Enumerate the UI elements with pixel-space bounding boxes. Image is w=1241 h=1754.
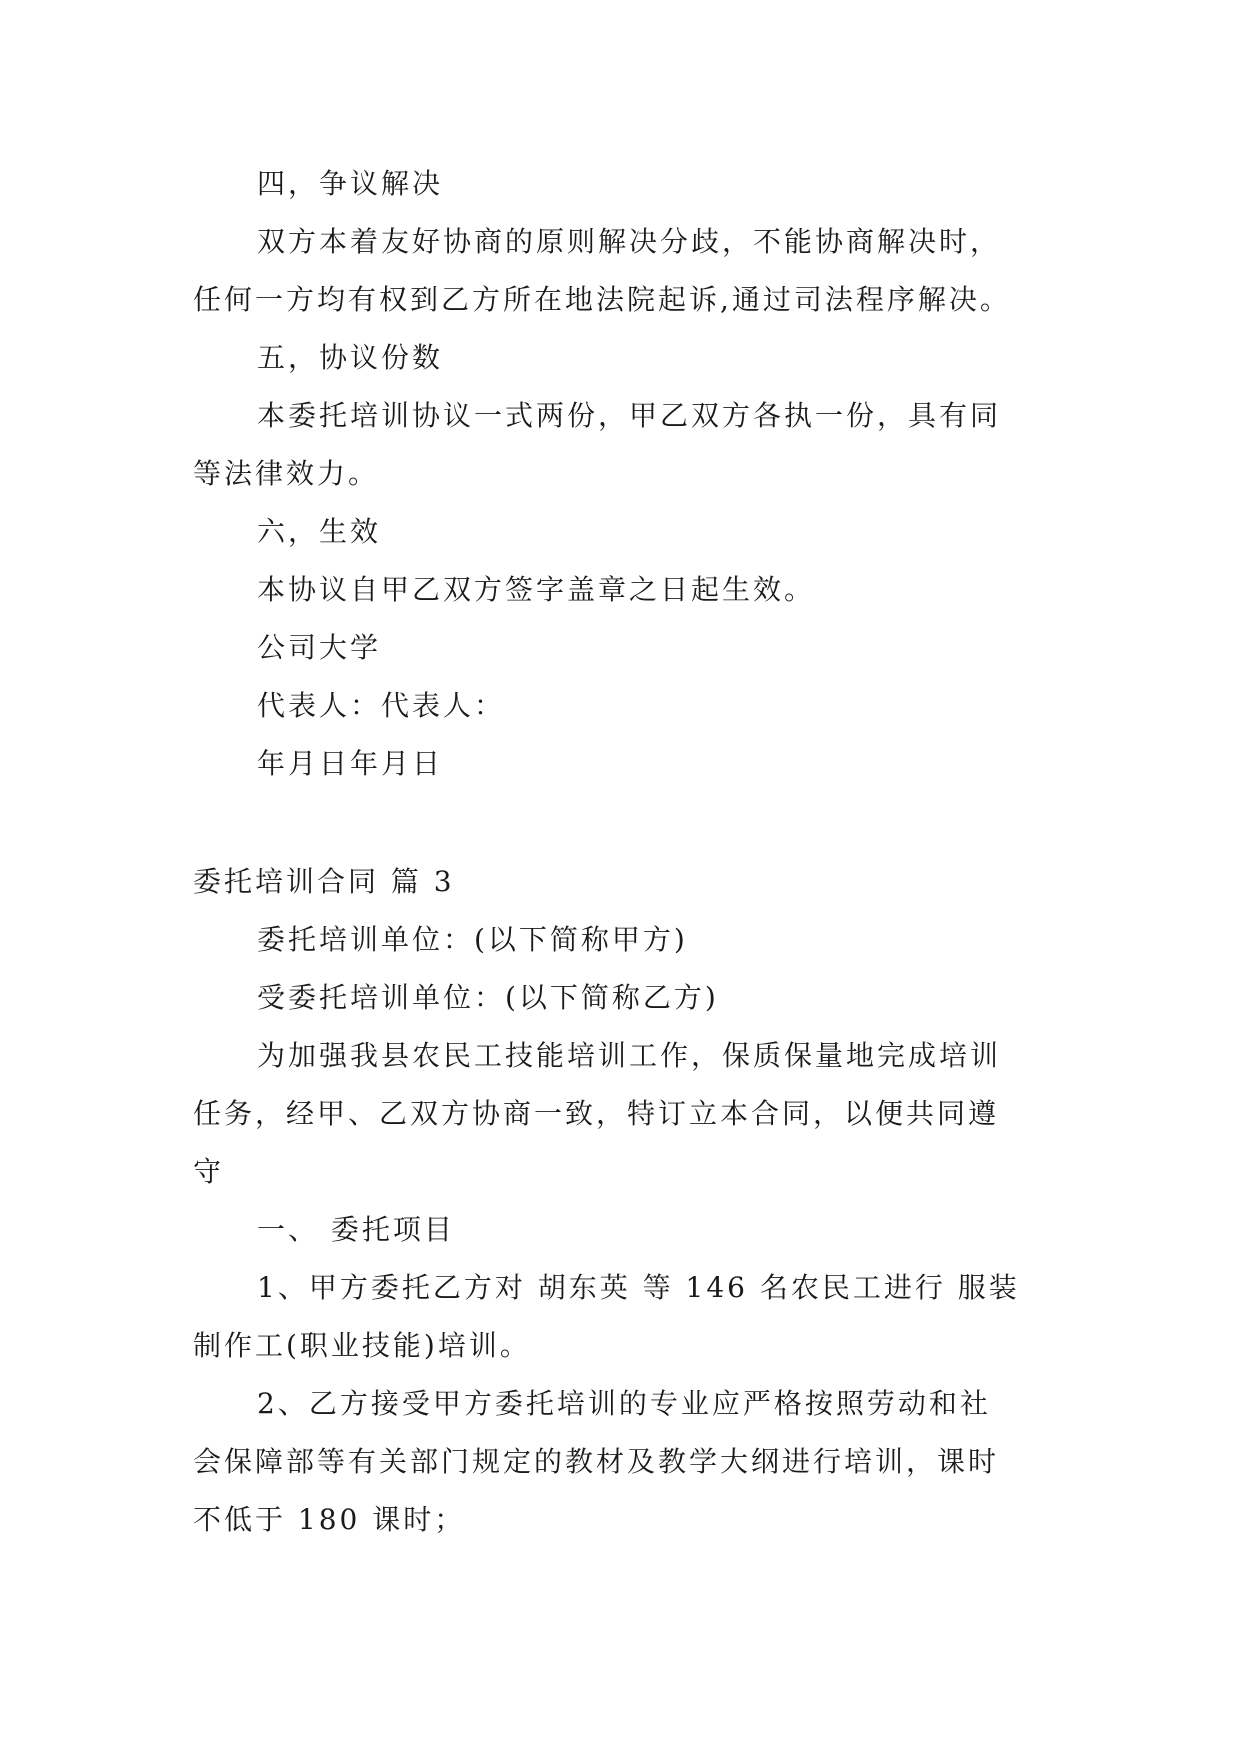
section-heading-copies: 五，协议份数 [257,341,444,374]
paragraph-line: 本协议自甲乙双方签字盖章之日起生效。 [257,573,816,606]
signature-parties: 公司大学 [257,631,382,664]
paragraph-line: 制作工(职业技能)培训。 [193,1329,531,1362]
client-unit-line: 委托培训单位：(以下简称甲方) [257,923,688,956]
paragraph-line: 任何一方均有权到乙方所在地法院起诉,通过司法程序解决。 [193,283,1011,316]
section-heading-effect: 六，生效 [257,515,382,548]
paragraph-line: 不低于 180 课时； [193,1503,466,1536]
trainer-unit-line: 受委托培训单位：(以下简称乙方) [257,981,719,1014]
paragraph-line: 守 [193,1155,225,1188]
item-heading-project: 一、 委托项目 [257,1213,455,1246]
signature-representatives: 代表人：代表人： [257,689,506,722]
paragraph-line: 1、甲方委托乙方对 胡东英 等 146 名农民工进行 服装 [257,1271,1020,1304]
paragraph-line: 会保障部等有关部门规定的教材及教学大纲进行培训，课时 [193,1445,1000,1478]
paragraph-line: 任务，经甲、乙双方协商一致，特订立本合同，以便共同遵 [193,1097,1000,1130]
paragraph-line: 为加强我县农民工技能培训工作，保质保量地完成培训 [257,1039,1002,1072]
paragraph-line: 2、乙方接受甲方委托培训的专业应严格按照劳动和社 [257,1387,991,1420]
signature-dates: 年月日年月日 [257,747,444,780]
paragraph-line: 本委托培训协议一式两份，甲乙双方各执一份，具有同 [257,399,1002,432]
section-heading-dispute: 四，争议解决 [257,167,444,200]
paragraph-line: 等法律效力。 [193,457,380,490]
contract-title: 委托培训合同 篇 3 [193,865,455,898]
paragraph-line: 双方本着友好协商的原则解决分歧，不能协商解决时， [257,225,1002,258]
